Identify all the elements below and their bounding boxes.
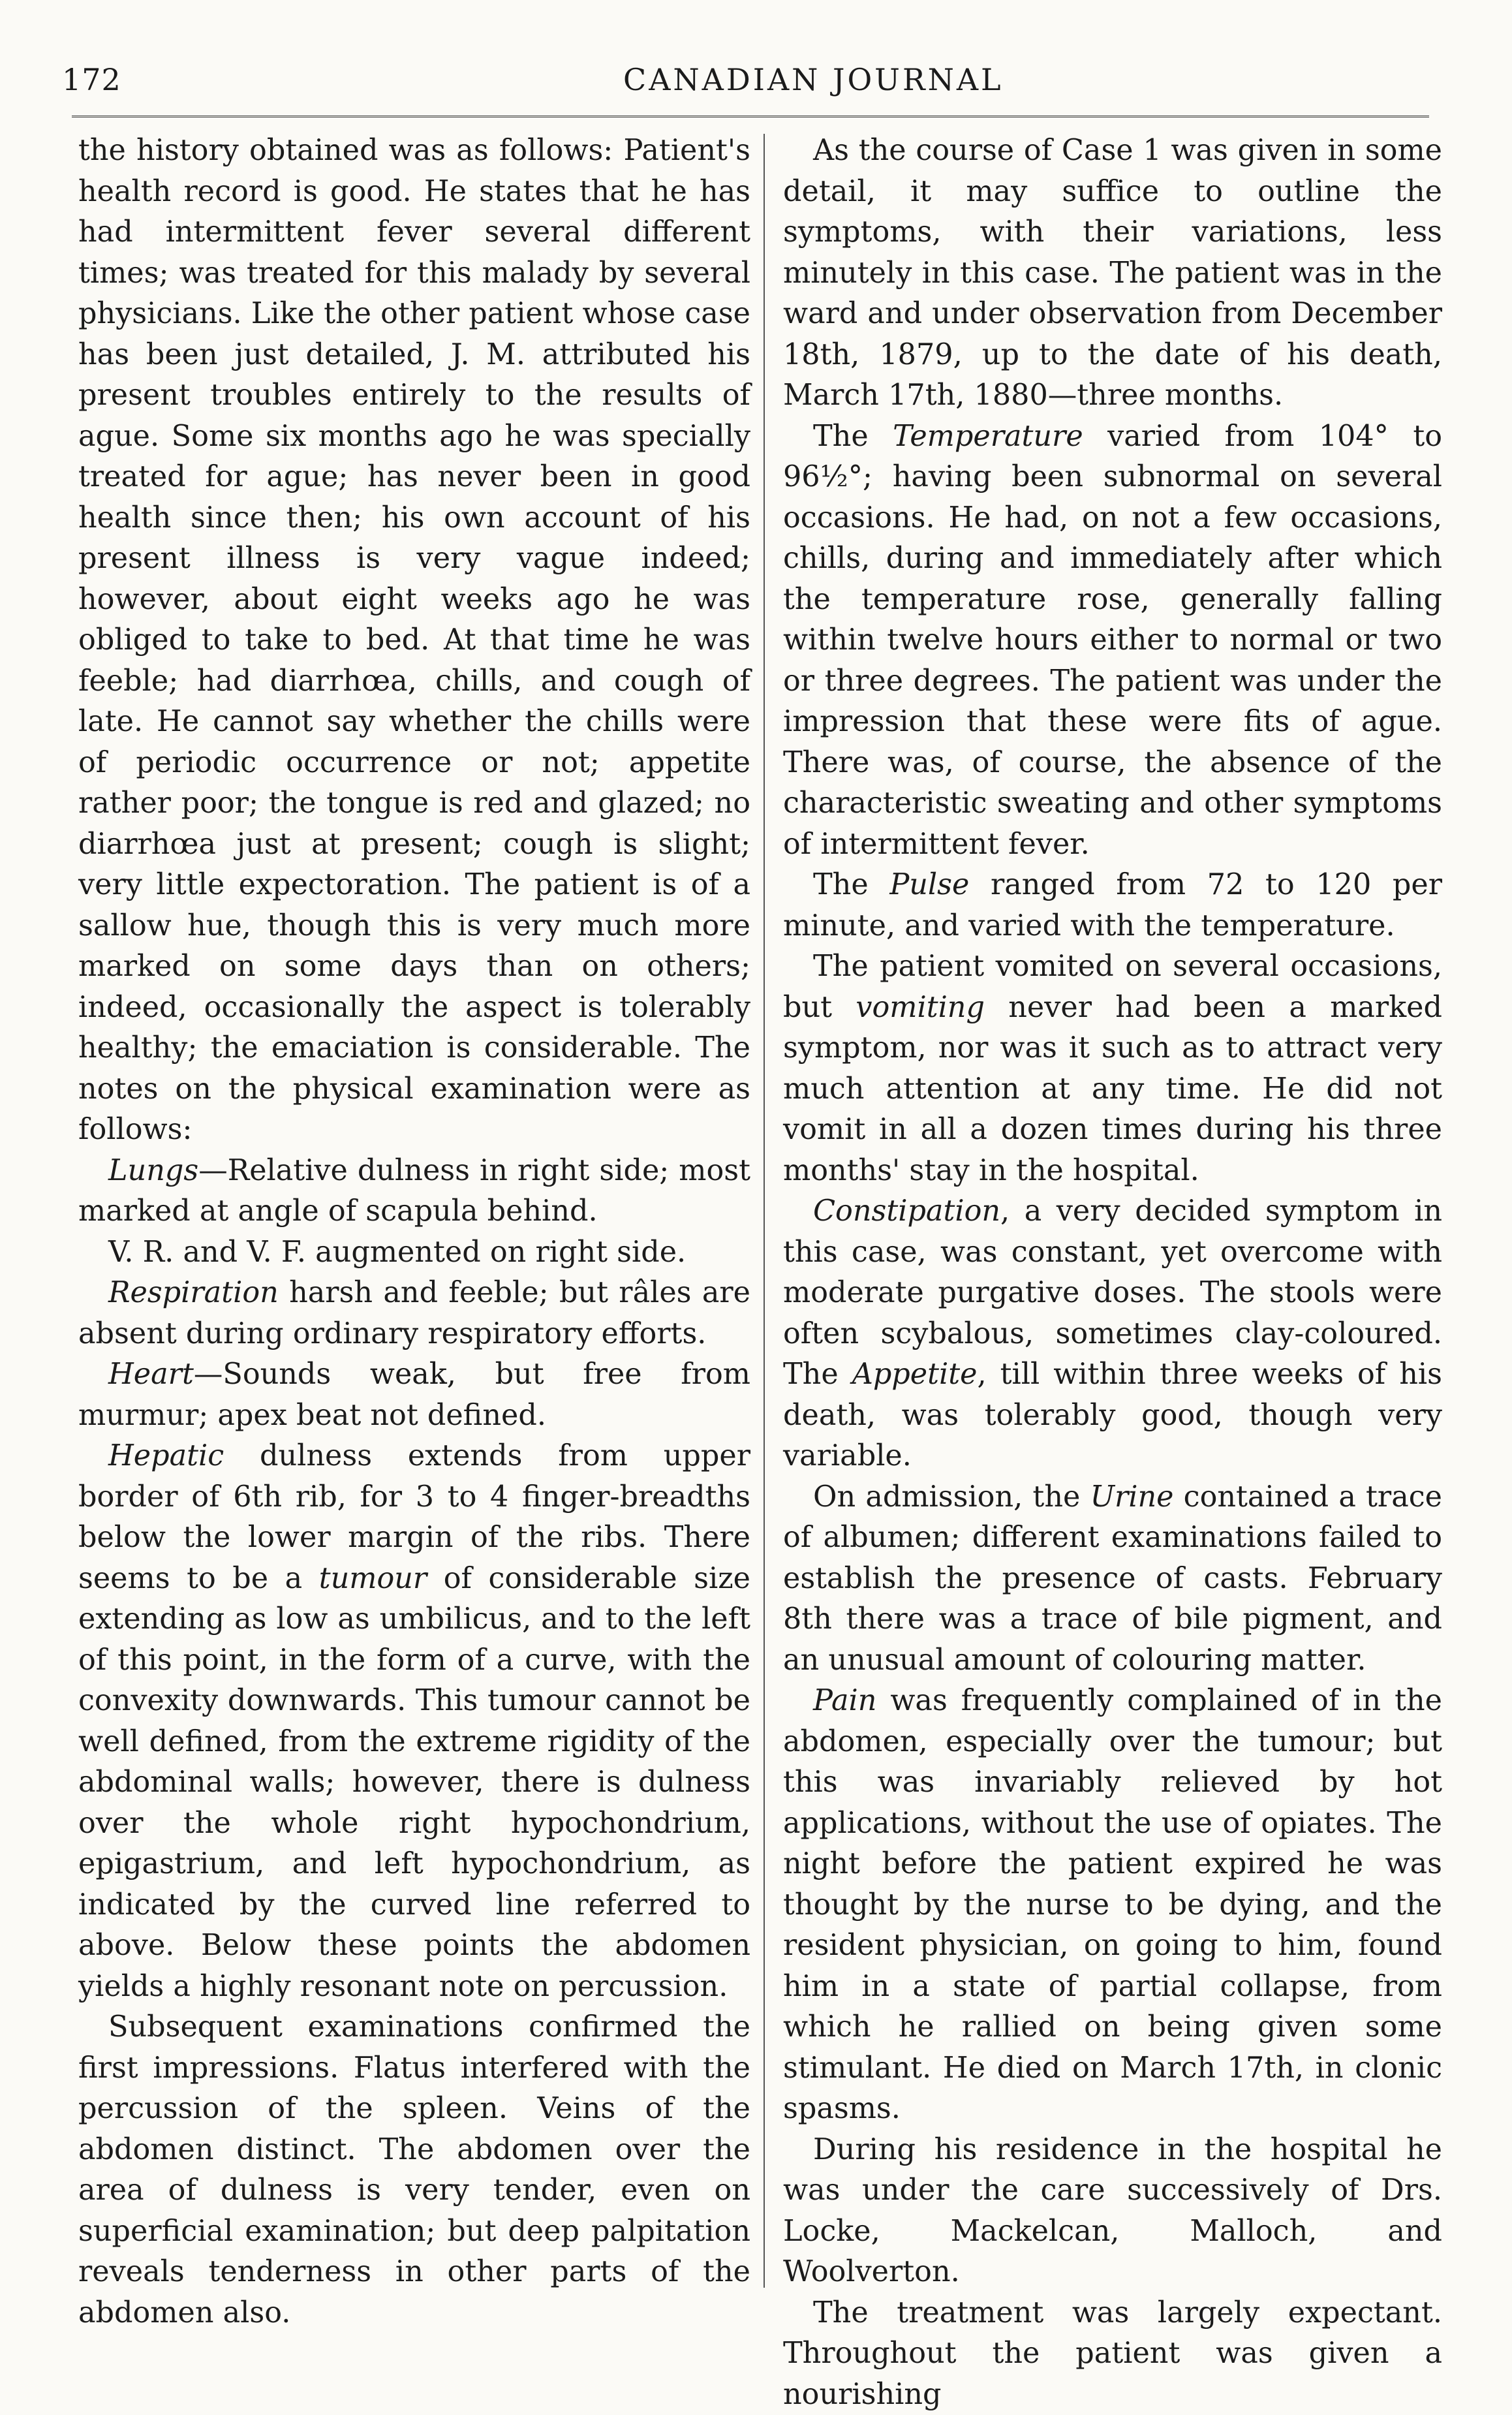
tumour-label: tumour (319, 1562, 427, 1595)
vomiting-prefix: The patient vomited on several occasions, but (783, 950, 1442, 1024)
temperature-prefix: The (813, 420, 893, 453)
paragraph-pulse (783, 865, 1442, 946)
constipation-text-1: , a very decided symptom in this case, was constant, yet overcome with moderate purgative doses. The stools were often scybalous, sometimes clay-coloured. The (783, 1194, 1442, 1391)
pulse-label: Pulse (889, 868, 969, 901)
pulse-text: ranged from 72 to 120 per minute, and varied with the temperature. (783, 868, 1442, 943)
pulse-prefix: The (813, 868, 889, 901)
left-column (78, 131, 750, 2333)
paragraph-course: As the course of Case 1 was given in some detail, it may suffice to outline the symptoms, with their variations, less minutely in this case. The patient was in the ward and under observation from December 18th, 1879, up to the date of his death, March 17th, 1880—three months. (783, 131, 1442, 416)
running-title: CANADIAN JOURNAL (623, 62, 1004, 97)
constipation-text-2: , till within three weeks of his death, was tolerably good, though very variable. (783, 1358, 1442, 1472)
respiration-label: Respiration (108, 1276, 279, 1309)
urine-label: Urine (1090, 1480, 1173, 1514)
paragraph-constipation (783, 1191, 1442, 1477)
vomiting-text: never had been a marked symptom, nor was it such as to attract very much attention at any time. He did not vomit in all a dozen times during his three months' stay in the hospital. (783, 991, 1442, 1187)
paragraph-subsequent: Subsequent examinations confirmed the first impressions. Flatus interfered with the percussion of the spleen. Veins of the abdomen distinct. The abdomen over the area of dulness is very tender, even on superficial examination; but deep palpitation reveals tenderness in other parts of the abdomen also. (78, 2007, 750, 2333)
constipation-label: Constipation (813, 1194, 1000, 1228)
header-rule (72, 116, 1429, 117)
pain-label: Pain (813, 1684, 876, 1717)
right-column (783, 131, 1442, 2415)
paragraph-lungs (78, 1151, 750, 1232)
paragraph-heart (78, 1354, 750, 1436)
temperature-label: Temperature (893, 420, 1083, 453)
urine-prefix: On admission, the (813, 1480, 1090, 1514)
page-number: 172 (62, 62, 121, 97)
lungs-text: —Relative dulness in right side; most marked at angle of scapula behind. (78, 1154, 750, 1228)
temperature-text: varied from 104° to 96½°; having been subnormal on several occasions. He had, on not a few occasions, chills, during and immediately after which the temperature rose, generally falling within twelve hours either to normal or two or three degrees. The patient was under the impression that these were fits of ague. There was, of course, the absence of the characteristic sweating and other symptoms of intermittent fever. (783, 420, 1442, 861)
page-header (62, 62, 1445, 108)
paragraph-pain (783, 1681, 1442, 2130)
hepatic-label: Hepatic (108, 1439, 224, 1472)
paragraph-history: the history obtained was as follows: Patient's health record is good. He states that he has had intermittent fever several different times; was treated for this malady by several physicians. Like the other patient whose case has been just detailed, J. M. attributed his present troubles entirely to the results of ague. Some six months ago he was specially treated for ague; has never been in good health since then; his own account of his present illness is very vague indeed; however, about eight weeks ago he was obliged to take to bed. At that time he was feeble; had diarrhœa, chills, and cough of late. He cannot say whether the chills were of periodic occurrence or not; appetite rather poor; the tongue is red and glazed; no diarrhœa just at present; cough is slight; very little expectoration. The patient is of a sallow hue, though this is very much more marked on some days than on others; indeed, occasionally the aspect is tolerably healthy; the emaciation is considerable. The notes on the physical examination were as follows: (78, 131, 750, 1151)
heart-text: —Sounds weak, but free from murmur; apex beat not defined. (78, 1358, 750, 1432)
appetite-label: Appetite (852, 1358, 978, 1391)
heart-label: Heart (108, 1358, 194, 1391)
vomiting-label: vomiting (856, 991, 985, 1024)
pain-text: was frequently complained of in the abdomen, especially over the tumour; but this was invariably relieved by hot applications, without the use of opiates. The night before the patient expired he was thought by the nurse to be dying, and the resident physician, on going to him, found him in a state of partial collapse, from which he rallied on being given some stimulant. He died on March 17th, in clonic spasms. (783, 1684, 1442, 2125)
hepatic-text-1: dulness extends from upper border of 6th rib, for 3 to 4 finger-breadths below the lower margin of the ribs. There seems to be a (78, 1439, 750, 1595)
respiration-text: harsh and feeble; but râles are absent during ordinary respiratory efforts. (78, 1276, 750, 1350)
paragraph-vr: V. R. and V. F. augmented on right side. (78, 1232, 750, 1273)
paragraph-vomiting (783, 946, 1442, 1191)
paragraph-respiration (78, 1273, 750, 1354)
paragraph-temperature (783, 416, 1442, 865)
paragraph-hepatic (78, 1436, 750, 2007)
hepatic-text-2: of considerable size extending as low as umbilicus, and to the left of this point, in the form of a curve, with the convexity downwards. This tumour cannot be well defined, from the extreme rigidity of the abdominal walls; however, there is dulness over the whole right hypochondrium, epigastrium, and left hypochondrium, as indicated by the curved line referred to above. Below these points the abdomen yields a highly resonant note on percussion. (78, 1562, 750, 2003)
column-divider (764, 134, 765, 2288)
paragraph-treatment: The treatment was largely expectant. Throughout the patient was given a nourishing (783, 2293, 1442, 2415)
paragraph-urine (783, 1477, 1442, 1681)
urine-text: contained a trace of albumen; different examinations failed to establish the presence of casts. February 8th there was a trace of bile pigment, and an unusual amount of colouring matter. (783, 1480, 1442, 1677)
paragraph-residence: During his residence in the hospital he was under the care successively of Drs. Locke, Mackelcan, Malloch, and Woolverton. (783, 2130, 1442, 2293)
lungs-label: Lungs (108, 1154, 198, 1187)
